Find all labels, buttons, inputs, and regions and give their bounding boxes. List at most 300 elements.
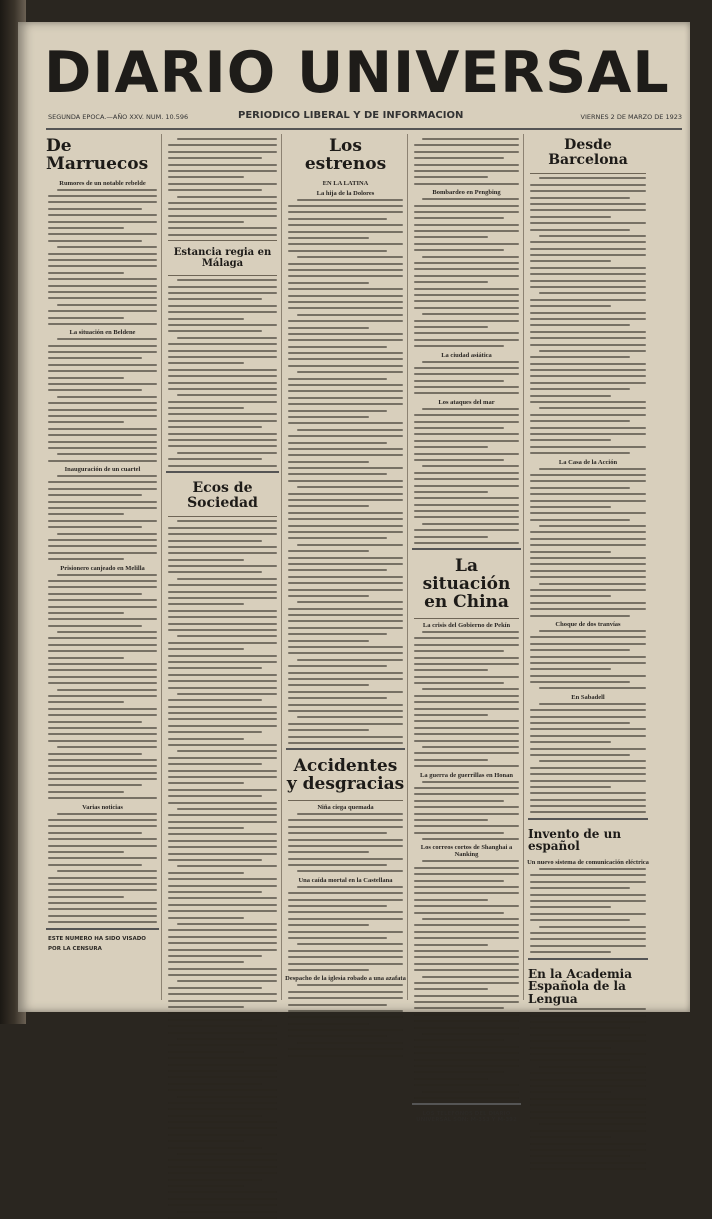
text-line: [288, 384, 403, 386]
text-line: [177, 693, 277, 695]
text-line: [48, 357, 142, 359]
text-line: [48, 896, 124, 898]
text-line: [168, 1070, 277, 1072]
text-line: [530, 452, 630, 454]
text-line: [530, 1111, 646, 1113]
text-line: [530, 493, 646, 495]
text-line: [168, 350, 277, 352]
newspaper-page: [18, 22, 690, 1124]
text-line: [539, 583, 646, 585]
text-line: [168, 1051, 244, 1053]
text-line: [48, 552, 157, 554]
text-line: [297, 716, 403, 718]
text-line: [48, 772, 157, 774]
text-line: [539, 525, 646, 527]
text-line: [414, 224, 519, 226]
article-body: [410, 860, 523, 1098]
text-line: [48, 501, 157, 503]
divider: [288, 800, 403, 801]
text-line: [48, 819, 157, 821]
text-line: [168, 642, 277, 644]
text-line: [168, 929, 277, 931]
text-line: [48, 409, 157, 411]
text-line: [530, 1143, 646, 1145]
text-line: [539, 1066, 646, 1068]
text-line: [168, 1089, 277, 1091]
issue-date: VIERNES 2 DE MARZO DE 1923: [580, 113, 682, 121]
text-line: [530, 318, 646, 320]
text-line: [168, 571, 262, 573]
tagline: PERIODICO LIBERAL Y DE INFORMACION: [238, 110, 464, 121]
text-line: [288, 1004, 387, 1006]
text-line: [168, 687, 277, 689]
divider: [412, 548, 521, 550]
text-line: [57, 813, 157, 815]
text-line: [168, 1076, 277, 1078]
text-line: [288, 327, 369, 329]
article-body: [526, 868, 650, 953]
text-line: [288, 269, 403, 271]
text-line: [414, 988, 488, 990]
text-line: [414, 268, 519, 270]
text-line: [539, 407, 646, 409]
text-line: [414, 542, 519, 544]
text-line: [48, 851, 124, 853]
text-line: [530, 1040, 646, 1042]
text-line: [530, 792, 646, 794]
text-line: [530, 427, 646, 429]
text-line: [48, 317, 124, 319]
text-line: [48, 278, 157, 280]
text-line: [530, 735, 646, 737]
article-body: [164, 279, 281, 466]
text-line: [48, 434, 157, 436]
text-line: [48, 740, 157, 742]
text-line: [288, 620, 403, 622]
text-line: [422, 860, 519, 862]
masthead-rule: [46, 128, 682, 130]
text-line: [48, 902, 157, 904]
text-line: [530, 754, 630, 756]
text-line: [48, 889, 157, 891]
text-line: [414, 708, 519, 710]
text-line: [48, 383, 157, 385]
headline-academia: En la Academia Española de la Lengua: [528, 966, 633, 1006]
text-line: [168, 840, 277, 842]
text-line: [288, 969, 369, 971]
text-line: [414, 733, 519, 735]
text-line: [48, 285, 157, 287]
text-line: [57, 246, 157, 248]
text-line: [177, 808, 277, 810]
text-line: [414, 176, 488, 178]
text-line: [168, 401, 277, 403]
text-line: [530, 433, 646, 435]
text-line: [414, 332, 519, 334]
text-line: [57, 574, 157, 576]
text-line: [414, 281, 488, 283]
text-line: [288, 1055, 403, 1057]
text-line: [168, 603, 244, 605]
text-line: [414, 275, 519, 277]
text-line: [168, 955, 262, 957]
text-line: [414, 867, 519, 869]
article-body: [164, 520, 281, 1219]
subhead: Despacho de la iglesia robado a una azafata: [285, 975, 406, 983]
text-line: [288, 250, 387, 252]
text-line: [414, 386, 519, 388]
article-body: [284, 886, 407, 971]
article-body: [284, 199, 407, 744]
text-line: [168, 1140, 244, 1142]
text-line: [414, 157, 504, 159]
text-line: [288, 937, 387, 939]
text-line: [422, 465, 519, 467]
text-line: [288, 397, 403, 399]
text-line: [288, 352, 403, 354]
text-line: [168, 151, 277, 153]
text-line: [297, 870, 403, 872]
text-line: [48, 345, 157, 347]
article-body: [44, 813, 161, 924]
text-line: [422, 1033, 519, 1035]
text-line: [539, 1123, 646, 1125]
censor-notice: ESTE NUMERO HA SIDO VISADO: [48, 935, 146, 942]
text-line: [288, 295, 403, 297]
text-line: [539, 687, 646, 689]
text-line: [48, 539, 157, 541]
text-line: [168, 311, 277, 313]
text-line: [414, 144, 519, 146]
text-line: [48, 921, 157, 923]
text-line: [168, 170, 277, 172]
text-line: [288, 422, 403, 424]
text-line: [48, 428, 157, 430]
text-line: [530, 570, 646, 572]
text-line: [539, 703, 646, 705]
text-line: [288, 378, 387, 380]
text-line: [48, 657, 124, 659]
text-line: [168, 661, 277, 663]
text-line: [168, 853, 277, 855]
text-line: [288, 905, 387, 907]
text-line: [297, 659, 403, 661]
text-line: [414, 300, 519, 302]
article-body: [526, 703, 650, 814]
text-line: [168, 846, 277, 848]
text-line: [288, 864, 387, 866]
text-line: [48, 586, 157, 588]
text-line: [48, 310, 157, 312]
text-line: [168, 565, 277, 567]
text-line: [168, 591, 277, 593]
text-line: [288, 473, 387, 475]
text-line: [288, 282, 369, 284]
text-line: [48, 447, 157, 449]
text-line: [168, 227, 277, 229]
text-line: [288, 512, 403, 514]
text-line: [530, 900, 646, 902]
text-line: [297, 984, 403, 986]
text-line: [48, 845, 157, 847]
text-line: [414, 899, 488, 901]
text-line: [48, 606, 157, 608]
text-line: [288, 301, 403, 303]
text-line: [168, 910, 277, 912]
text-line: [530, 286, 646, 288]
censor-notice-2: POR LA CENSURA: [48, 945, 102, 952]
text-line: [530, 216, 611, 218]
edition-info: SEGUNDA EPOCA.—AÑO XXV. NUM. 10.596: [48, 113, 189, 121]
text-line: [530, 643, 646, 645]
text-line: [414, 832, 504, 834]
text-line: [288, 614, 403, 616]
text-line: [297, 371, 403, 373]
text-line: [539, 760, 646, 762]
text-line: [168, 189, 262, 191]
text-line: [168, 859, 262, 861]
text-line: [177, 337, 277, 339]
text-line: [168, 1204, 277, 1206]
text-line: [168, 833, 277, 835]
text-line: [168, 208, 277, 210]
text-line: [168, 221, 244, 223]
text-line: [414, 880, 504, 882]
text-line: [168, 413, 277, 415]
text-line: [288, 672, 403, 674]
text-line: [414, 1039, 504, 1041]
text-line: [288, 950, 403, 952]
text-line: [168, 648, 244, 650]
text-line: [168, 298, 262, 300]
text-line: [530, 1085, 646, 1087]
text-line: [530, 913, 646, 915]
text-line: [288, 710, 403, 712]
text-line: [168, 584, 277, 586]
text-line: [539, 1008, 646, 1010]
text-line: [414, 433, 519, 435]
subhead: Rumores de un notable rebelde: [59, 179, 146, 187]
text-line: [414, 288, 519, 290]
subhead: Los correos cortos de Shanghai a Nanking: [420, 844, 513, 859]
text-line: [530, 519, 630, 521]
text-line: [177, 138, 277, 140]
text-line: [168, 426, 262, 428]
text-line: [414, 536, 488, 538]
text-line: [288, 442, 387, 444]
text-line: [177, 279, 277, 281]
text-line: [288, 346, 387, 348]
text-line: [288, 736, 403, 738]
text-line: [288, 231, 403, 233]
text-line: [168, 872, 244, 874]
text-line: [530, 420, 630, 422]
text-line: [414, 637, 519, 639]
subhead: Niña ciega quemada: [317, 803, 374, 811]
text-line: [168, 789, 277, 791]
divider: [168, 516, 277, 517]
text-line: [422, 688, 519, 690]
text-line: [48, 759, 157, 761]
text-line: [168, 1032, 277, 1034]
text-line: [48, 701, 124, 703]
text-line: [530, 649, 630, 651]
text-line: [168, 420, 277, 422]
text-line: [57, 870, 157, 872]
text-line: [530, 1015, 646, 1017]
text-line: [48, 825, 157, 827]
text-line: [530, 906, 611, 908]
text-line: [414, 307, 519, 309]
text-line: [414, 446, 488, 448]
text-line: [48, 507, 157, 509]
text-line: [168, 144, 277, 146]
text-line: [530, 602, 646, 604]
text-line: [530, 337, 646, 339]
text-line: [48, 625, 142, 627]
text-line: [168, 1115, 262, 1117]
text-line: [168, 1185, 244, 1187]
text-line: [414, 367, 519, 369]
text-line: [422, 746, 519, 748]
text-line: [530, 786, 611, 788]
text-line: [414, 650, 504, 652]
text-line: [48, 733, 157, 735]
text-line: [530, 887, 630, 889]
text-line: [48, 753, 142, 755]
text-line: [288, 576, 403, 578]
article-body: [44, 338, 161, 461]
text-line: [168, 1044, 277, 1046]
text-line: [288, 365, 403, 367]
text-line: [48, 297, 157, 299]
text-line: [297, 886, 403, 888]
text-line: [288, 627, 403, 629]
text-line: [168, 433, 277, 435]
text-line: [422, 1091, 519, 1093]
text-line: [530, 414, 646, 416]
text-line: [530, 382, 646, 384]
text-line: [168, 802, 277, 804]
text-line: [414, 1052, 519, 1054]
text-line: [168, 616, 277, 618]
text-line: [288, 582, 403, 584]
text-line: [48, 637, 157, 639]
text-line: [422, 138, 519, 140]
text-line: [168, 725, 277, 727]
text-line: [530, 932, 646, 934]
text-line: [539, 235, 646, 237]
text-line: [530, 615, 630, 617]
text-line: [288, 918, 403, 920]
text-line: [168, 623, 277, 625]
text-line: [168, 795, 262, 797]
text-line: [288, 729, 369, 731]
text-line: [288, 845, 403, 847]
article-body: [410, 631, 523, 767]
text-line: [168, 674, 277, 676]
text-line: [530, 748, 646, 750]
text-line: [168, 904, 277, 906]
text-line: [414, 969, 519, 971]
text-line: [168, 1127, 277, 1129]
text-line: [57, 304, 157, 306]
text-line: [539, 926, 646, 928]
text-line: [168, 885, 277, 887]
text-line: [414, 459, 504, 461]
text-line: [168, 655, 277, 657]
text-line: [288, 390, 403, 392]
divider: [530, 173, 646, 174]
text-line: [168, 667, 262, 669]
text-line: [57, 338, 157, 340]
text-line: [288, 1048, 403, 1050]
text-line: [414, 793, 519, 795]
subhead: La crisis del Gobierno de Pekín: [422, 621, 511, 629]
text-line: [168, 738, 244, 740]
text-line: [177, 923, 277, 925]
text-line: [288, 851, 369, 853]
text-line: [177, 520, 277, 522]
article-body: [410, 408, 523, 544]
headline-estancia-regia: Estancia regia en Málaga: [173, 247, 272, 269]
text-line: [414, 164, 519, 166]
text-line: [168, 292, 277, 294]
text-line: [422, 313, 519, 315]
text-line: [177, 980, 277, 982]
article-body: [164, 134, 281, 236]
text-line: [48, 695, 157, 697]
text-line: [168, 1198, 277, 1200]
text-line: [530, 1130, 646, 1132]
article-body: [526, 177, 650, 454]
text-line: [177, 1096, 277, 1098]
text-line: [530, 312, 646, 314]
text-line: [530, 919, 630, 921]
text-line: [168, 183, 277, 185]
text-line: [48, 883, 157, 885]
text-line: [288, 1023, 369, 1025]
article-body: [410, 781, 523, 841]
text-line: [168, 164, 277, 166]
text-line: [168, 439, 277, 441]
text-line: [288, 454, 403, 456]
text-line: [168, 533, 277, 535]
text-line: [168, 1019, 262, 1021]
article-body: [44, 189, 161, 325]
text-line: [288, 550, 369, 552]
text-line: [530, 1098, 646, 1100]
text-line: [530, 945, 646, 947]
text-line: [414, 714, 488, 716]
text-line: [539, 630, 646, 632]
text-line: [57, 189, 157, 191]
text-line: [48, 593, 142, 595]
text-line: [288, 525, 403, 527]
text-line: [288, 205, 403, 207]
text-line: [530, 446, 646, 448]
text-line: [530, 662, 646, 664]
text-line: [168, 917, 244, 919]
text-line: [168, 961, 244, 963]
subhead: Un nuevo sistema de comunicación eléctrica: [527, 859, 649, 867]
text-line: [168, 878, 277, 880]
text-line: [530, 709, 646, 711]
text-line: [414, 956, 519, 958]
text-line: [48, 494, 142, 496]
divider: [528, 958, 648, 960]
text-line: [168, 369, 277, 371]
